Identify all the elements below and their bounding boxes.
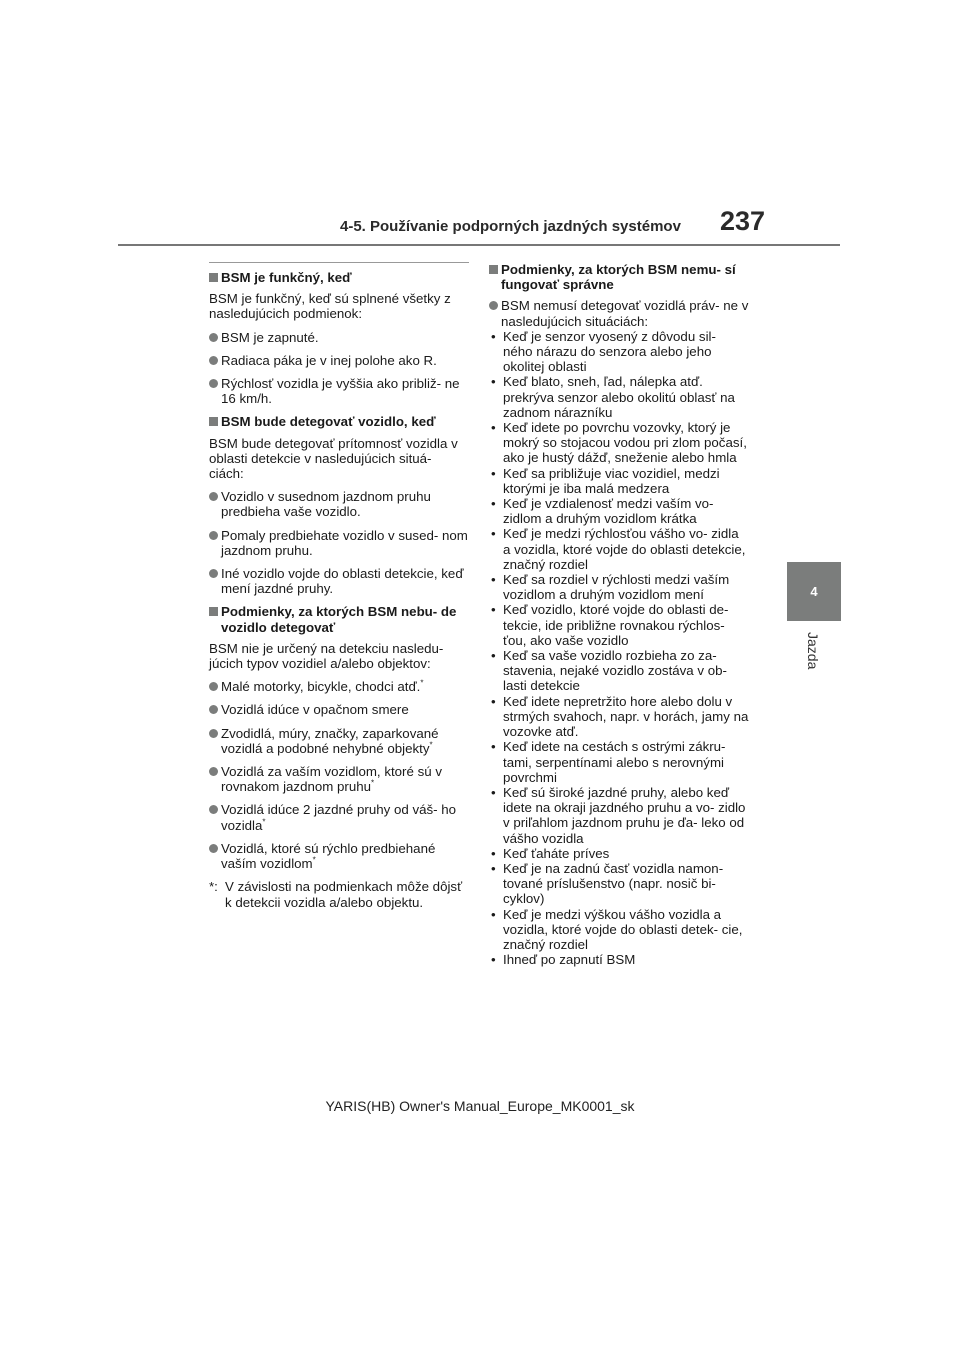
chapter-tab[interactable]	[787, 562, 841, 621]
sub-item	[489, 420, 749, 466]
section-title: 4-5. Používanie podporných jazdných systémov	[340, 218, 681, 235]
list-item-text: Vozidlá idúce 2 jazdné pruhy od váš- ho vozidla	[221, 802, 457, 833]
circle-bullet-icon	[209, 492, 218, 501]
footnote	[209, 879, 469, 909]
sub-list	[489, 329, 749, 968]
footnote-ref: *	[371, 778, 375, 788]
sub-item-marker: •	[491, 420, 496, 436]
square-bullet-icon	[209, 607, 218, 616]
sub-item-text: Keď je na zadnú časť vozidla namon- tované príslušenstvo (napr. nosič bi- cyklov)	[503, 860, 724, 907]
sub-item-text: Keď idete nepretržito hore alebo dolu v strmých svahoch, napr. v horách, jamy na vozovke atď.	[503, 693, 749, 740]
circle-bullet-icon	[489, 301, 498, 310]
list-item-text: Malé motorky, bicykle, chodci atď.	[221, 679, 421, 695]
heading-text: Podmienky, za ktorých BSM nebu- de vozidlo detegovať	[221, 604, 457, 635]
sub-item-marker: •	[491, 572, 496, 588]
footnote-ref: *	[420, 678, 424, 688]
sub-item-marker: •	[491, 602, 496, 618]
list-item-text: Vozidlá, ktoré sú rýchlo predbiehané vaším vozidlom	[221, 840, 436, 872]
paragraph: BSM nie je určený na detekciu nasledu- júcich typov vozidiel a/alebo objektov:	[209, 640, 444, 672]
list-item	[209, 802, 469, 832]
sub-item-text: Ihneď po zapnutí BSM	[503, 952, 636, 968]
footnote-text: V závislosti na podmienkach môže dôjsť k detekcii vozidla a/alebo objektu.	[225, 879, 463, 910]
sub-item	[489, 466, 749, 496]
circle-bullet-icon	[209, 767, 218, 776]
circle-bullet-icon	[209, 805, 218, 814]
left-column	[209, 262, 469, 910]
circle-bullet-icon	[209, 379, 218, 388]
circle-bullet-icon	[209, 569, 218, 578]
list-item-text: Rýchlosť vozidla je vyššia ako približ- ne 16 km/h.	[221, 376, 460, 407]
heading-text: BSM bude detegovať vozidlo, keď	[221, 414, 436, 430]
list-item-text: Vozidlá za vaším vozidlom, ktoré sú v rovnakom jazdnom pruhu	[221, 764, 442, 795]
sub-item-marker: •	[491, 648, 496, 664]
header-rule	[118, 244, 840, 246]
sub-item-text: Keď je medzi výškou vášho vozidla a vozidla, ktoré vojde do oblasti detek- cie, značný rozdiel	[503, 906, 743, 952]
footnote-ref: *	[262, 817, 266, 827]
paragraph: BSM bude detegovať prítomnosť vozidla v oblasti detekcie v nasledujúcich situá- ciách:	[209, 435, 458, 482]
sub-item	[489, 526, 749, 572]
heading-text: BSM je funkčný, keď	[221, 270, 352, 285]
circle-bullet-icon	[209, 356, 218, 365]
sub-item-marker: •	[491, 845, 496, 861]
sub-item-text: Keď sa vaše vozidlo rozbieha zo za- stavenia, nejaké vozidlo zostáva v ob- lasti detekcie	[503, 648, 727, 694]
sub-item-text: Keď sa približuje viac vozidiel, medzi ktorými je iba malá medzera	[503, 465, 720, 496]
sub-item	[489, 496, 749, 526]
right-column	[489, 262, 749, 967]
sub-item	[489, 907, 749, 953]
section-heading	[489, 262, 749, 292]
sub-item-marker: •	[491, 465, 496, 481]
sub-item	[489, 329, 749, 375]
list-item-text: Zvodidlá, múry, značky, zaparkované vozidlá a podobné nehybné objekty	[221, 725, 439, 756]
list-item-text: BSM nemusí detegovať vozidlá práv- ne v nasledujúcich situáciách:	[501, 298, 749, 329]
circle-bullet-icon	[209, 531, 218, 540]
section-heading	[209, 414, 469, 429]
sub-item-text: Keď blato, sneh, ľad, nálepka atď. prekrýva senzor alebo okolitú oblasť na zadnom nárazníku	[503, 374, 735, 420]
sub-item-marker: •	[491, 693, 496, 709]
list-item-text: Vozidlá idúce v opačnom smere	[221, 702, 409, 718]
sub-item-marker: •	[491, 496, 496, 512]
footnote-ref: *	[312, 855, 316, 865]
sub-item-marker: •	[491, 860, 496, 876]
list-item	[209, 702, 469, 717]
list-item	[209, 528, 469, 558]
sub-item-text: Keď idete na cestách s ostrými zákru- tami, serpentínami alebo s nerovnými povrchmi	[503, 739, 726, 785]
sub-item	[489, 785, 749, 846]
sub-item-text: Keď idete po povrchu vozovky, ktorý je mokrý so stojacou vodou pri zlom počasí, ako je hustý dážď, sneženie alebo hmla	[503, 420, 747, 466]
list-item-text: Pomaly predbiehate vozidlo v sused- nom jazdnom pruhu.	[221, 527, 468, 558]
list-item	[209, 376, 469, 406]
square-bullet-icon	[489, 265, 498, 274]
sub-item-marker: •	[491, 906, 496, 922]
sub-item-text: Keď sú široké jazdné pruhy, alebo keď idete na okraji jazdného pruhu a vo- zidlo v priľahlom jazdnom pruhu je ďa- leko od vášho vozidla	[503, 784, 746, 846]
list-item	[209, 353, 469, 368]
sub-item-text: Keď je senzor vyosený z dôvodu sil- ného nárazu do senzora alebo jeho okolitej oblasti	[503, 328, 716, 375]
sub-item	[489, 648, 749, 694]
section-heading	[209, 604, 469, 634]
sub-item-text: Keď je medzi rýchlosťou vášho vo- zidla a vozidla, ktoré vojde do oblasti detekcie, značný rozdiel	[503, 526, 746, 572]
footnote-ref: *	[429, 740, 433, 750]
list-item	[489, 298, 749, 328]
list-item	[209, 489, 469, 519]
page-number: 237	[720, 206, 766, 236]
list-item	[209, 726, 469, 756]
square-bullet-icon	[209, 417, 218, 426]
square-bullet-icon	[209, 273, 218, 282]
sub-item	[489, 572, 749, 602]
paragraph: BSM je funkčný, keď sú splnené všetky z nasledujúcich podmienok:	[209, 291, 451, 322]
sub-item-text: Keď sa rozdiel v rýchlosti medzi vaším vozidlom a druhým vozidlom mení	[503, 572, 730, 603]
sub-item	[489, 952, 749, 967]
sub-item-text: Keď vozidlo, ktoré vojde do oblasti de- tekcie, ide približne rovnakou rýchlos- ťou, ako vaše vozidlo	[503, 602, 729, 648]
sub-item	[489, 739, 749, 785]
section-heading	[209, 270, 469, 285]
list-item	[209, 566, 469, 596]
list-item-text: BSM je zapnuté.	[221, 329, 319, 345]
sub-item-text: Keď je vzdialenosť medzi vaším vo- zidlom a druhým vozidlom krátka	[503, 496, 714, 527]
list-item	[209, 330, 469, 345]
sub-item-text: Keď ťaháte príves	[503, 845, 610, 861]
list-item	[209, 841, 469, 871]
circle-bullet-icon	[209, 705, 218, 714]
circle-bullet-icon	[209, 729, 218, 738]
list-item-text: Vozidlo v susednom jazdnom pruhu predbieha vaše vozidlo.	[221, 489, 431, 520]
sub-item-marker: •	[491, 526, 496, 542]
heading-text: Podmienky, za ktorých BSM nemu- sí fungovať správne	[501, 262, 736, 293]
footer: YARIS(HB) Owner's Manual_Europe_MK0001_sk	[325, 1098, 635, 1114]
sub-item	[489, 846, 749, 861]
chapter-number: 4	[810, 584, 818, 599]
footnote-marker: *:	[209, 879, 218, 895]
sub-item-marker: •	[491, 328, 496, 344]
sub-item-marker: •	[491, 739, 496, 755]
chapter-label: Jazda	[805, 632, 821, 670]
sub-item	[489, 602, 749, 648]
circle-bullet-icon	[209, 333, 218, 342]
sub-item	[489, 861, 749, 907]
sub-item-marker: •	[491, 784, 496, 800]
list-item-text: Radiaca páka je v inej polohe ako R.	[221, 352, 437, 368]
list-item	[209, 764, 469, 794]
sub-item-marker: •	[491, 952, 496, 968]
circle-bullet-icon	[209, 682, 218, 691]
list-item-text: Iné vozidlo vojde do oblasti detekcie, keď mení jazdné pruhy.	[221, 566, 464, 597]
sub-item	[489, 694, 749, 740]
sub-item-marker: •	[491, 374, 496, 390]
circle-bullet-icon	[209, 844, 218, 853]
sub-item	[489, 374, 749, 420]
list-item	[209, 679, 469, 694]
